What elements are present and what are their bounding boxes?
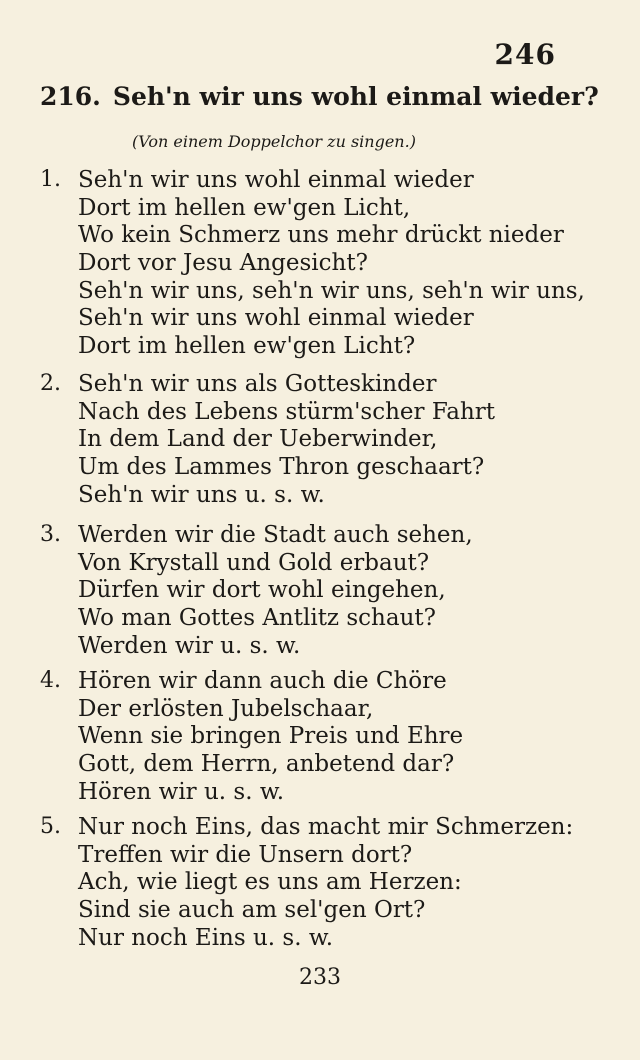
verse-line-text: Werden wir die Stadt auch sehen, xyxy=(78,521,473,548)
verse-line xyxy=(40,722,600,750)
verse-line xyxy=(40,481,600,509)
hymn-title: Seh'n wir uns wohl einmal wieder? xyxy=(112,82,599,111)
verse-line xyxy=(40,813,600,841)
verse-line xyxy=(40,896,600,924)
verse-line xyxy=(40,667,600,695)
verse xyxy=(40,166,600,360)
page-header-number: 246 xyxy=(494,38,556,71)
verse-line-text: Wo kein Schmerz uns mehr drückt nieder xyxy=(78,222,564,249)
verse-line xyxy=(40,304,600,332)
verse-number: 2. xyxy=(40,371,61,397)
verse-line xyxy=(40,841,600,869)
verse-line-text: Dort vor Jesu Angesicht? xyxy=(78,249,368,276)
verse-number: 4. xyxy=(40,668,61,694)
verse-line-text: Nur noch Eins, das macht mir Schmerzen: xyxy=(78,813,574,840)
verse-line-text: Von Krystall und Gold erbaut? xyxy=(78,549,430,576)
verse-line xyxy=(40,632,600,660)
verse-line-text: Wo man Gottes Antlitz schaut? xyxy=(78,604,436,631)
verse-line-text: In dem Land der Ueberwinder, xyxy=(78,426,438,453)
verse-line xyxy=(40,194,600,222)
verse-line-text: Werden wir u. s. w. xyxy=(78,632,301,659)
verse-line xyxy=(40,868,600,896)
verse-line xyxy=(40,576,600,604)
verse-line xyxy=(40,924,600,952)
hymn-subtitle: (Von einem Doppelchor zu singen.) xyxy=(132,132,416,151)
verse-line xyxy=(40,221,600,249)
verse-line xyxy=(40,277,600,305)
verse-line xyxy=(40,604,600,632)
verse-line xyxy=(40,453,600,481)
verse-line-text: Ach, wie liegt es uns am Herzen: xyxy=(78,869,462,896)
verse xyxy=(40,813,600,951)
page-folio: 233 xyxy=(299,965,341,990)
verse-line xyxy=(40,249,600,277)
verse-line xyxy=(40,398,600,426)
verse-line-text: Seh'n wir uns, seh'n wir uns, seh'n wir uns, xyxy=(78,277,585,304)
verse-line xyxy=(40,750,600,778)
verse-line-text: Der erlösten Jubelschaar, xyxy=(78,695,374,722)
verse-line-text: Hören wir dann auch die Chöre xyxy=(78,667,447,694)
verse-line-text: Hören wir u. s. w. xyxy=(78,778,285,805)
verse-line-text: Dürfen wir dort wohl eingehen, xyxy=(78,577,446,604)
verse-line-text: Dort im hellen ew'gen Licht? xyxy=(78,332,416,359)
verse-line-text: Seh'n wir uns wohl einmal wieder xyxy=(78,166,474,193)
verse-line xyxy=(40,370,600,398)
verse-number: 1. xyxy=(40,167,61,193)
verse-line xyxy=(40,332,600,360)
verse-line-text: Um des Lammes Thron geschaart? xyxy=(78,453,485,480)
verse-line-text: Seh'n wir uns wohl einmal wieder xyxy=(78,305,474,332)
hymn-number: 216. xyxy=(40,82,101,111)
verse-number: 3. xyxy=(40,522,61,548)
verse-line-text: Gott, dem Herrn, anbetend dar? xyxy=(78,750,455,777)
verse-line xyxy=(40,695,600,723)
verse-line xyxy=(40,778,600,806)
verse-number: 5. xyxy=(40,814,61,840)
verse-line xyxy=(40,166,600,194)
verse-line-text: Seh'n wir uns u. s. w. xyxy=(78,481,325,508)
verse xyxy=(40,521,600,659)
verse-line xyxy=(40,521,600,549)
verse-line-text: Wenn sie bringen Preis und Ehre xyxy=(78,723,464,750)
verse-line-text: Nach des Lebens stürm'scher Fahrt xyxy=(78,398,495,425)
verse-line-text: Seh'n wir uns als Gotteskinder xyxy=(78,370,437,397)
verse xyxy=(40,370,600,508)
verse xyxy=(40,667,600,805)
verse-line-text: Dort im hellen ew'gen Licht, xyxy=(78,194,411,221)
verse-line xyxy=(40,425,600,453)
verse-line-text: Nur noch Eins u. s. w. xyxy=(78,924,334,951)
verse-line-text: Treffen wir die Unsern dort? xyxy=(78,841,413,868)
verse-line-text: Sind sie auch am sel'gen Ort? xyxy=(78,896,426,923)
hymn-title-row xyxy=(40,82,600,111)
verse-line xyxy=(40,549,600,577)
